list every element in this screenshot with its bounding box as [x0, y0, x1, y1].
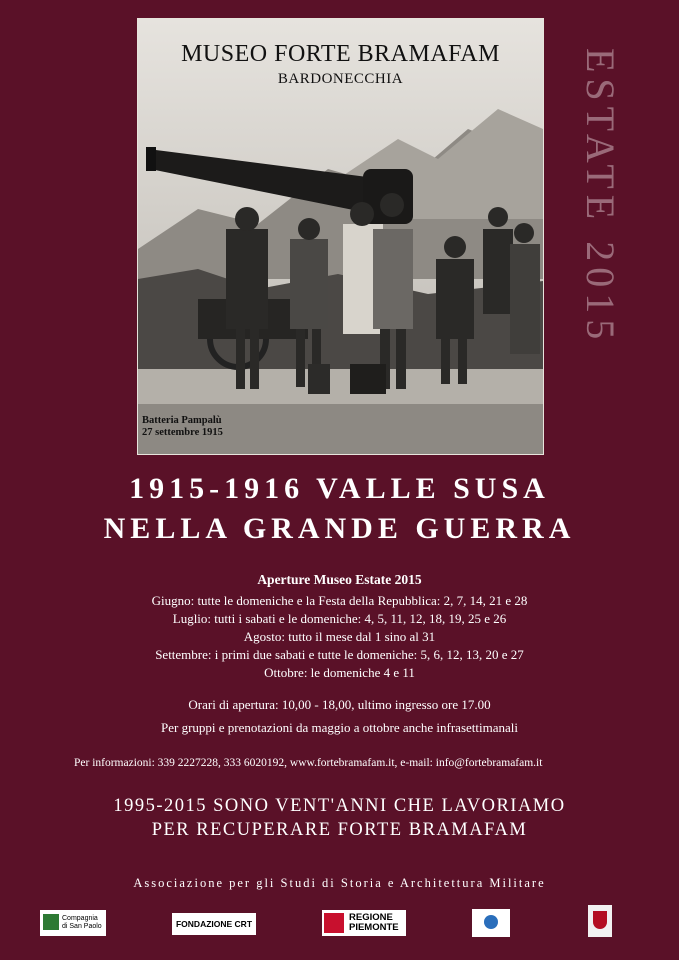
logo-partner [472, 909, 510, 937]
museum-title: MUSEO FORTE BRAMAFAM [181, 41, 500, 67]
san-paolo-emblem-icon [43, 914, 59, 930]
anniversary-line-2: PER RECUPERARE FORTE BRAMAFAM [151, 820, 528, 840]
photo-caption-line-1: Batteria Pampalù [142, 415, 222, 426]
partner-emblem-icon [484, 915, 498, 929]
logo-fondazione-crt: FONDAZIONE CRT [172, 913, 256, 935]
anniversary-line-1: 1995-2015 SONO VENT'ANNI CHE LAVORIAMO [113, 796, 566, 816]
headline-line-2: NELLA GRANDE GUERRA [103, 512, 576, 545]
crest-icon [593, 911, 607, 929]
schedule-line-august: Agosto: tutto il mese dal 1 sino al 31 [243, 629, 436, 644]
group-bookings: Per gruppi e prenotazioni da maggio a ottobre anche infrasettimanali [160, 720, 518, 735]
regione-line-2: PIEMONTE [349, 922, 399, 933]
opening-hours: Orari di apertura: 10,00 - 18,00, ultimo ingresso ore 17.00 [188, 697, 491, 712]
association-name: Associazione per gli Studi di Storia e Architettura Militare [133, 876, 546, 890]
vertical-season-label: ESTATE 2015 [578, 48, 623, 346]
contact-info: Per informazioni: 339 2227228, 333 6020192, www.fortebramafam.it, e-mail: info@fortebramafam.it [74, 757, 543, 769]
museum-subtitle: BARDONECCHIA [277, 71, 404, 87]
san-paolo-line-2: di San Paolo [62, 923, 102, 930]
schedule-title: Aperture Museo Estate 2015 [257, 572, 422, 587]
schedule-line-june: Giugno: tutte le domeniche e la Festa della Repubblica: 2, 7, 14, 21 e 28 [151, 593, 528, 608]
headline-line-1: 1915-1916 VALLE SUSA [129, 472, 550, 505]
historic-photo [138, 19, 543, 454]
schedule-line-october: Ottobre: le domeniche 4 e 11 [264, 665, 415, 680]
regione-shield-icon [324, 913, 344, 933]
schedule-line-july: Luglio: tutti i sabati e le domeniche: 4, 5, 11, 12, 18, 19, 25 e 26 [172, 611, 507, 626]
photo-caption [142, 415, 223, 439]
photo-caption-line-2: 27 settembre 1915 [142, 427, 223, 438]
logo-compagnia-san-paolo [40, 910, 106, 936]
san-paolo-line-1: Compagnia [62, 915, 98, 922]
logo-municipal-crest [588, 905, 612, 937]
logo-regione-piemonte [322, 910, 406, 936]
schedule-line-september: Settembre: i primi due sabati e tutte le domeniche: 5, 6, 12, 13, 20 e 27 [155, 647, 524, 662]
regione-line-1: REGIONE [349, 912, 393, 923]
